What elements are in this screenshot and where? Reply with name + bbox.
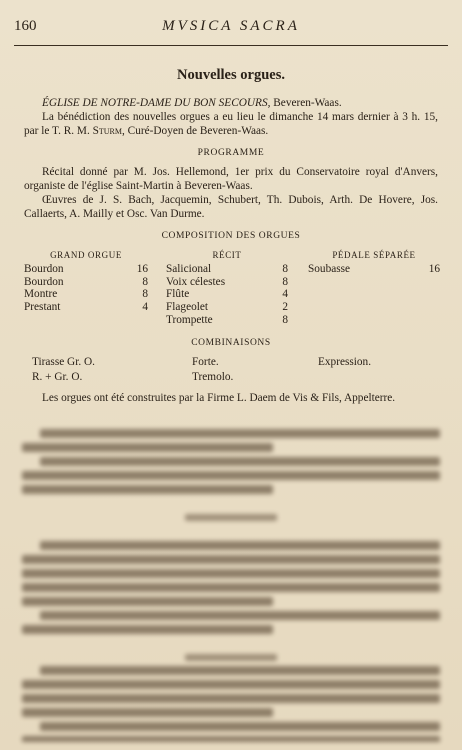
stop-row: Bourdon 8 bbox=[24, 275, 148, 288]
recital-paragraph: Récital donné par M. Jos. Hellemond, 1er prix du Conservatoire royal d'Anvers, organiste de l'église Saint-Martin à Beveren-Waas. bbox=[24, 166, 438, 192]
works-paragraph: Œuvres de J. S. Bach, Jacquemin, Schubert, Th. Dubois, Arth. De Hovere, Jos. Callaerts, A. Mailly et Osc. Van Durme. bbox=[24, 194, 438, 220]
combination-item: Forte. bbox=[192, 356, 219, 368]
pedale-heading: PÉDALE SÉPARÉE bbox=[332, 250, 416, 260]
recit-column bbox=[166, 248, 288, 325]
recit-heading: RÉCIT bbox=[212, 250, 242, 260]
stop-row: Montre 8 bbox=[24, 288, 148, 301]
header-rule bbox=[14, 45, 448, 46]
programme-heading: PROGRAMME bbox=[197, 148, 265, 158]
grand-orgue-column bbox=[24, 248, 148, 313]
running-head bbox=[14, 18, 448, 35]
combination-item: R. + Gr. O. bbox=[32, 371, 83, 383]
section-title: Nouvelles orgues. bbox=[177, 67, 285, 83]
pedale-column bbox=[308, 248, 440, 275]
stop-row: Bourdon 16 bbox=[24, 263, 148, 275]
church-heading: ÉGLISE DE NOTRE-DAME DU BON SECOURS, Beveren-Waas. bbox=[42, 97, 342, 109]
combination-item bbox=[318, 370, 448, 384]
stop-row: Flûte 4 bbox=[166, 288, 288, 301]
stop-row: Salicional 8 bbox=[166, 263, 288, 275]
grand-orgue-heading: GRAND ORGUE bbox=[50, 250, 122, 260]
combination-item: Tirasse Gr. O. bbox=[32, 356, 95, 368]
stop-row: Trompette 8 bbox=[166, 313, 288, 326]
page-number: 160 bbox=[14, 18, 37, 34]
stop-row: Voix célestes 8 bbox=[166, 275, 288, 288]
combinaisons-heading: COMBINAISONS bbox=[191, 338, 271, 348]
blessing-paragraph: La bénédiction des nouvelles orgues a eu lieu le dimanche 14 mars dernier à 3 h. 15, par le T. R. M. Sturm, Curé-Doyen de Beveren-Waas. bbox=[24, 111, 438, 137]
combination-item: Expression. bbox=[318, 356, 372, 368]
article-body bbox=[24, 68, 438, 405]
composition-heading: COMPOSITION DES ORGUES bbox=[161, 231, 301, 241]
combination-item: Tremolo. bbox=[192, 371, 234, 383]
combinaisons-list bbox=[24, 355, 438, 384]
stop-row: Flageolet 2 bbox=[166, 301, 288, 314]
stop-row: Prestant 4 bbox=[24, 301, 148, 314]
builder-paragraph: Les orgues ont été construites par la Firme L. Daem de Vis & Fils, Appelterre. bbox=[42, 392, 396, 404]
stop-row: Soubasse 16 bbox=[308, 263, 440, 275]
blurred-continuation bbox=[22, 424, 440, 742]
organ-specification bbox=[24, 248, 438, 328]
journal-title: MVSICA SACRA bbox=[162, 18, 300, 34]
